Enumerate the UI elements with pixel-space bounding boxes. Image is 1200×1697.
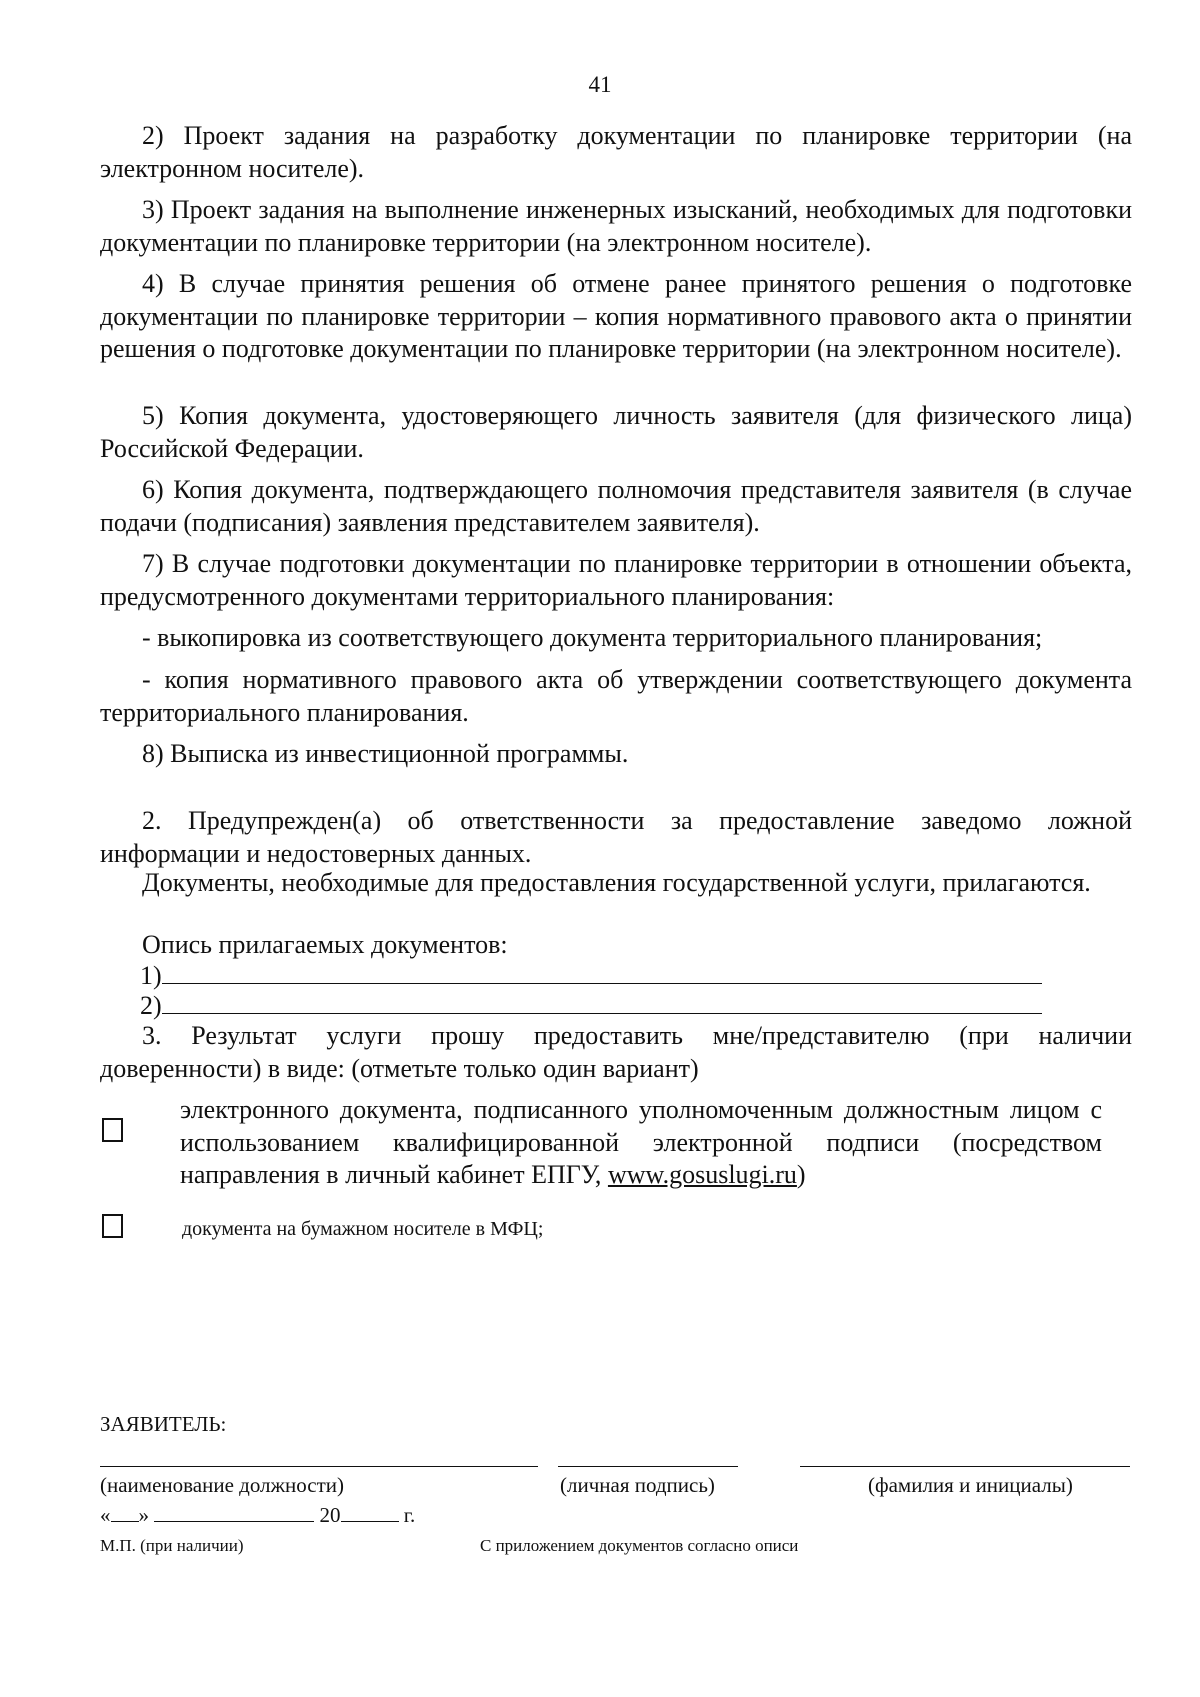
list-item-8: 8) Выписка из инвестиционной программы. — [142, 739, 629, 768]
inventory-line-1[interactable] — [140, 958, 1042, 992]
option-electronic-checkbox[interactable] — [102, 1118, 123, 1142]
option-paper-text: документа на бумажном носителе в МФЦ; — [182, 1218, 544, 1240]
documents-attached: Документы, необходимые для предоставления государственной услуги, прилагаются. — [142, 868, 1091, 897]
stamp-note: М.П. (при наличии) — [100, 1536, 244, 1555]
date-year-field[interactable] — [341, 1504, 399, 1522]
date-year-suffix: г. — [403, 1503, 416, 1527]
inventory-line-2[interactable] — [140, 988, 1042, 1022]
date-month-field[interactable] — [154, 1504, 314, 1522]
list-item-4: 4) В случае принятия решения об отмене ранее принятого решения о подготовке документации по планировке территории – копия нормативного правового акта о принятии решения о подготовке документации по планировке территории (на электронном носителе). — [100, 269, 1132, 363]
list-item-6: 6) Копия документа, подтверждающего полномочия представителя заявителя (в случае подачи (подписания) заявления представителем заявителя). — [100, 475, 1132, 537]
inventory-title: Опись прилагаемых документов: — [142, 930, 508, 959]
list-item-7a: - выкопировка из соответствующего документа территориального планирования; — [142, 623, 1043, 652]
date-day-field[interactable] — [111, 1504, 139, 1522]
name-caption: (фамилия и инициалы) — [868, 1473, 1073, 1497]
applicant-label: ЗАЯВИТЕЛЬ: — [100, 1412, 227, 1436]
page-number: 41 — [588, 72, 612, 97]
option-paper-checkbox[interactable] — [102, 1214, 123, 1238]
name-field[interactable] — [800, 1466, 1130, 1467]
result-format-request: 3. Результат услуги прошу предоставить мне/представителю (при наличии доверенности) в виде: (отметьте только один вариант) — [100, 1021, 1132, 1083]
gosuslugi-link[interactable]: www.gosuslugi.ru — [607, 1160, 797, 1189]
list-item-7b: - копия нормативного правового акта об утверждении соответствующего документа территориального планирования. — [100, 665, 1132, 727]
position-caption: (наименование должности) — [100, 1473, 345, 1497]
list-item-3: 3) Проект задания на выполнение инженерных изысканий, необходимых для подготовки документации по планировке территории (на электронном носителе). — [100, 195, 1132, 257]
inventory-line-2-field[interactable] — [162, 988, 1042, 1014]
date-year-prefix: 20 — [319, 1503, 341, 1527]
inventory-line-2-label: 2) — [140, 991, 162, 1020]
date-line — [100, 1503, 415, 1528]
option-electronic-label: электронного документа, подписанного уполномоченным должностным лицом с использованием квалифицированной электронной подписи (посредством направления в личный кабинет ЕПГУ, — [180, 1095, 1102, 1189]
position-field[interactable] — [100, 1466, 538, 1467]
inventory-line-1-field[interactable] — [162, 958, 1042, 984]
inventory-line-1-label: 1) — [140, 961, 162, 990]
date-close-quote: » — [138, 1503, 149, 1527]
liability-warning: 2. Предупрежден(а) об ответственности за предоставление заведомо ложной информации и недостоверных данных. — [100, 806, 1132, 868]
signature-field[interactable] — [558, 1466, 738, 1467]
option-electronic-text — [180, 1094, 1102, 1192]
attachments-note: С приложением документов согласно описи — [480, 1536, 799, 1555]
signature-caption: (личная подпись) — [560, 1473, 715, 1497]
list-item-7: 7) В случае подготовки документации по планировке территории в отношении объекта, предусмотренного документами территориального планирования: — [100, 549, 1132, 611]
date-open-quote: « — [100, 1503, 111, 1527]
option-electronic-close: ) — [796, 1160, 806, 1189]
list-item-2: 2) Проект задания на разработку документации по планировке территории (на электронном носителе). — [100, 121, 1132, 183]
list-item-5: 5) Копия документа, удостоверяющего личность заявителя (для физического лица) Российской Федерации. — [100, 401, 1132, 463]
